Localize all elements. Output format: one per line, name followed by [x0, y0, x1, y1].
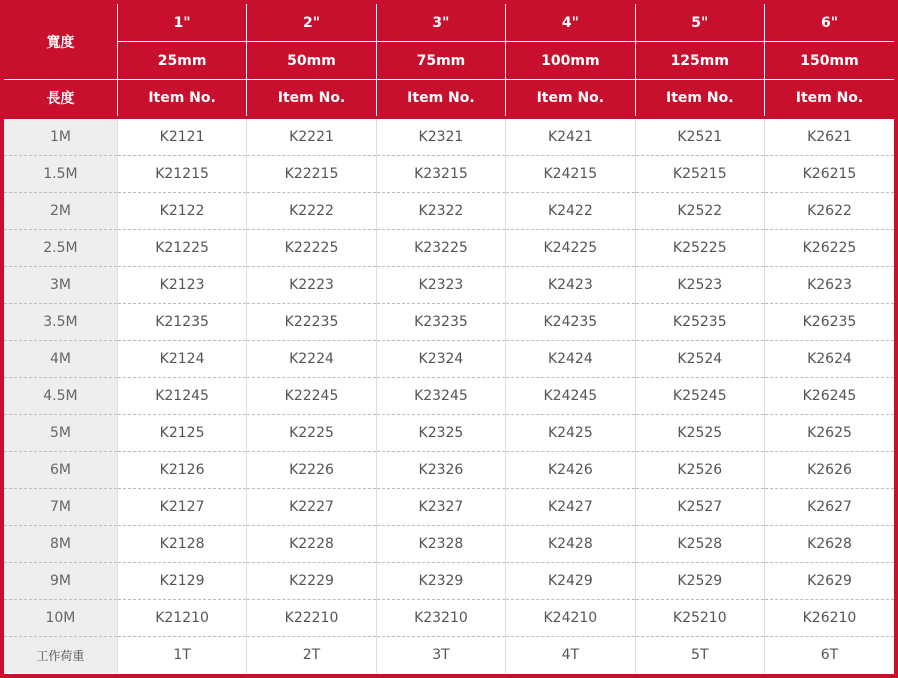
item-cell: K23225	[376, 230, 505, 267]
item-cell: K21215	[117, 156, 246, 193]
item-cell: K2522	[635, 193, 764, 230]
load-cell: 3T	[376, 637, 505, 674]
item-cell: K26215	[764, 156, 894, 193]
inch-header: 4"	[506, 4, 635, 42]
item-cell: K2224	[247, 341, 376, 378]
inch-header: 1"	[117, 4, 246, 42]
item-no-header: Item No.	[764, 80, 894, 118]
length-cell: 9M	[4, 563, 117, 600]
item-cell: K2124	[117, 341, 246, 378]
load-cell: 4T	[506, 637, 635, 674]
item-cell: K2321	[376, 118, 505, 156]
table-row	[4, 415, 894, 452]
item-cell: K21235	[117, 304, 246, 341]
item-cell: K22225	[247, 230, 376, 267]
inch-header: 6"	[764, 4, 894, 42]
item-cell: K25225	[635, 230, 764, 267]
mm-header: 150mm	[764, 42, 894, 80]
item-cell: K2328	[376, 526, 505, 563]
item-cell: K24225	[506, 230, 635, 267]
item-cell: K2226	[247, 452, 376, 489]
item-cell: K24215	[506, 156, 635, 193]
mm-header: 25mm	[117, 42, 246, 80]
length-cell: 2M	[4, 193, 117, 230]
item-cell: K2121	[117, 118, 246, 156]
header-row-item	[4, 80, 894, 118]
table-row	[4, 489, 894, 526]
table-row	[4, 118, 894, 156]
item-cell: K26245	[764, 378, 894, 415]
item-cell: K26210	[764, 600, 894, 637]
item-no-header: Item No.	[117, 80, 246, 118]
item-cell: K2123	[117, 267, 246, 304]
item-cell: K2627	[764, 489, 894, 526]
item-cell: K2623	[764, 267, 894, 304]
item-cell: K2221	[247, 118, 376, 156]
length-cell: 10M	[4, 600, 117, 637]
load-cell: 1T	[117, 637, 246, 674]
item-cell: K2625	[764, 415, 894, 452]
item-cell: K2622	[764, 193, 894, 230]
item-cell: K2125	[117, 415, 246, 452]
load-cell: 2T	[247, 637, 376, 674]
length-cell: 1.5M	[4, 156, 117, 193]
item-cell: K2628	[764, 526, 894, 563]
item-cell: K24210	[506, 600, 635, 637]
item-cell: K2326	[376, 452, 505, 489]
table-row	[4, 304, 894, 341]
table-row	[4, 193, 894, 230]
item-cell: K2428	[506, 526, 635, 563]
item-cell: K26235	[764, 304, 894, 341]
length-cell: 7M	[4, 489, 117, 526]
table-row	[4, 341, 894, 378]
item-cell: K2126	[117, 452, 246, 489]
length-cell: 4M	[4, 341, 117, 378]
width-header: 寬度	[4, 4, 117, 80]
item-no-header: Item No.	[376, 80, 505, 118]
item-cell: K25235	[635, 304, 764, 341]
inch-header: 2"	[247, 4, 376, 42]
item-cell: K2324	[376, 341, 505, 378]
length-header: 長度	[4, 80, 117, 118]
item-no-header: Item No.	[506, 80, 635, 118]
load-cell: 6T	[764, 637, 894, 674]
item-cell: K2227	[247, 489, 376, 526]
length-cell: 1M	[4, 118, 117, 156]
item-no-header: Item No.	[247, 80, 376, 118]
length-cell: 3M	[4, 267, 117, 304]
header-row-mm	[4, 42, 894, 80]
item-cell: K2229	[247, 563, 376, 600]
item-cell: K2521	[635, 118, 764, 156]
table-row	[4, 600, 894, 637]
item-cell: K2523	[635, 267, 764, 304]
length-cell: 5M	[4, 415, 117, 452]
item-cell: K2122	[117, 193, 246, 230]
working-load-label: 工作荷重	[4, 637, 117, 674]
length-cell: 3.5M	[4, 304, 117, 341]
item-cell: K2228	[247, 526, 376, 563]
inch-header: 3"	[376, 4, 505, 42]
table-row	[4, 156, 894, 193]
item-cell: K2424	[506, 341, 635, 378]
item-cell: K2425	[506, 415, 635, 452]
length-cell: 4.5M	[4, 378, 117, 415]
item-cell: K22235	[247, 304, 376, 341]
item-cell: K2621	[764, 118, 894, 156]
item-cell: K2223	[247, 267, 376, 304]
item-cell: K2527	[635, 489, 764, 526]
item-cell: K2526	[635, 452, 764, 489]
item-cell: K2128	[117, 526, 246, 563]
mm-header: 100mm	[506, 42, 635, 80]
item-cell: K2629	[764, 563, 894, 600]
working-load-row	[4, 637, 894, 674]
item-cell: K23245	[376, 378, 505, 415]
mm-header: 75mm	[376, 42, 505, 80]
item-cell: K2127	[117, 489, 246, 526]
item-cell: K2524	[635, 341, 764, 378]
item-cell: K25245	[635, 378, 764, 415]
item-cell: K22215	[247, 156, 376, 193]
item-cell: K25215	[635, 156, 764, 193]
length-cell: 8M	[4, 526, 117, 563]
item-cell: K2427	[506, 489, 635, 526]
item-cell: K2528	[635, 526, 764, 563]
table-row	[4, 526, 894, 563]
item-cell: K2225	[247, 415, 376, 452]
item-cell: K2322	[376, 193, 505, 230]
item-cell: K22210	[247, 600, 376, 637]
item-cell: K2626	[764, 452, 894, 489]
table-row	[4, 452, 894, 489]
header-row-inches	[4, 4, 894, 42]
item-cell: K2329	[376, 563, 505, 600]
item-cell: K2525	[635, 415, 764, 452]
item-cell: K2327	[376, 489, 505, 526]
table-row	[4, 563, 894, 600]
item-cell: K2222	[247, 193, 376, 230]
mm-header: 125mm	[635, 42, 764, 80]
inch-header: 5"	[635, 4, 764, 42]
item-cell: K24235	[506, 304, 635, 341]
item-cell: K2421	[506, 118, 635, 156]
item-cell: K26225	[764, 230, 894, 267]
item-cell: K2422	[506, 193, 635, 230]
item-cell: K22245	[247, 378, 376, 415]
length-cell: 2.5M	[4, 230, 117, 267]
table-row	[4, 378, 894, 415]
length-cell: 6M	[4, 452, 117, 489]
table-row	[4, 267, 894, 304]
spec-table	[4, 4, 894, 673]
item-cell: K21225	[117, 230, 246, 267]
item-cell: K2529	[635, 563, 764, 600]
item-cell: K2426	[506, 452, 635, 489]
item-cell: K2129	[117, 563, 246, 600]
item-cell: K23215	[376, 156, 505, 193]
item-cell: K23235	[376, 304, 505, 341]
item-cell: K2624	[764, 341, 894, 378]
item-no-header: Item No.	[635, 80, 764, 118]
item-cell: K2429	[506, 563, 635, 600]
item-cell: K2325	[376, 415, 505, 452]
item-cell: K24245	[506, 378, 635, 415]
item-cell: K2323	[376, 267, 505, 304]
item-cell: K23210	[376, 600, 505, 637]
item-cell: K25210	[635, 600, 764, 637]
item-cell: K21245	[117, 378, 246, 415]
mm-header: 50mm	[247, 42, 376, 80]
item-cell: K2423	[506, 267, 635, 304]
table-row	[4, 230, 894, 267]
load-cell: 5T	[635, 637, 764, 674]
item-cell: K21210	[117, 600, 246, 637]
